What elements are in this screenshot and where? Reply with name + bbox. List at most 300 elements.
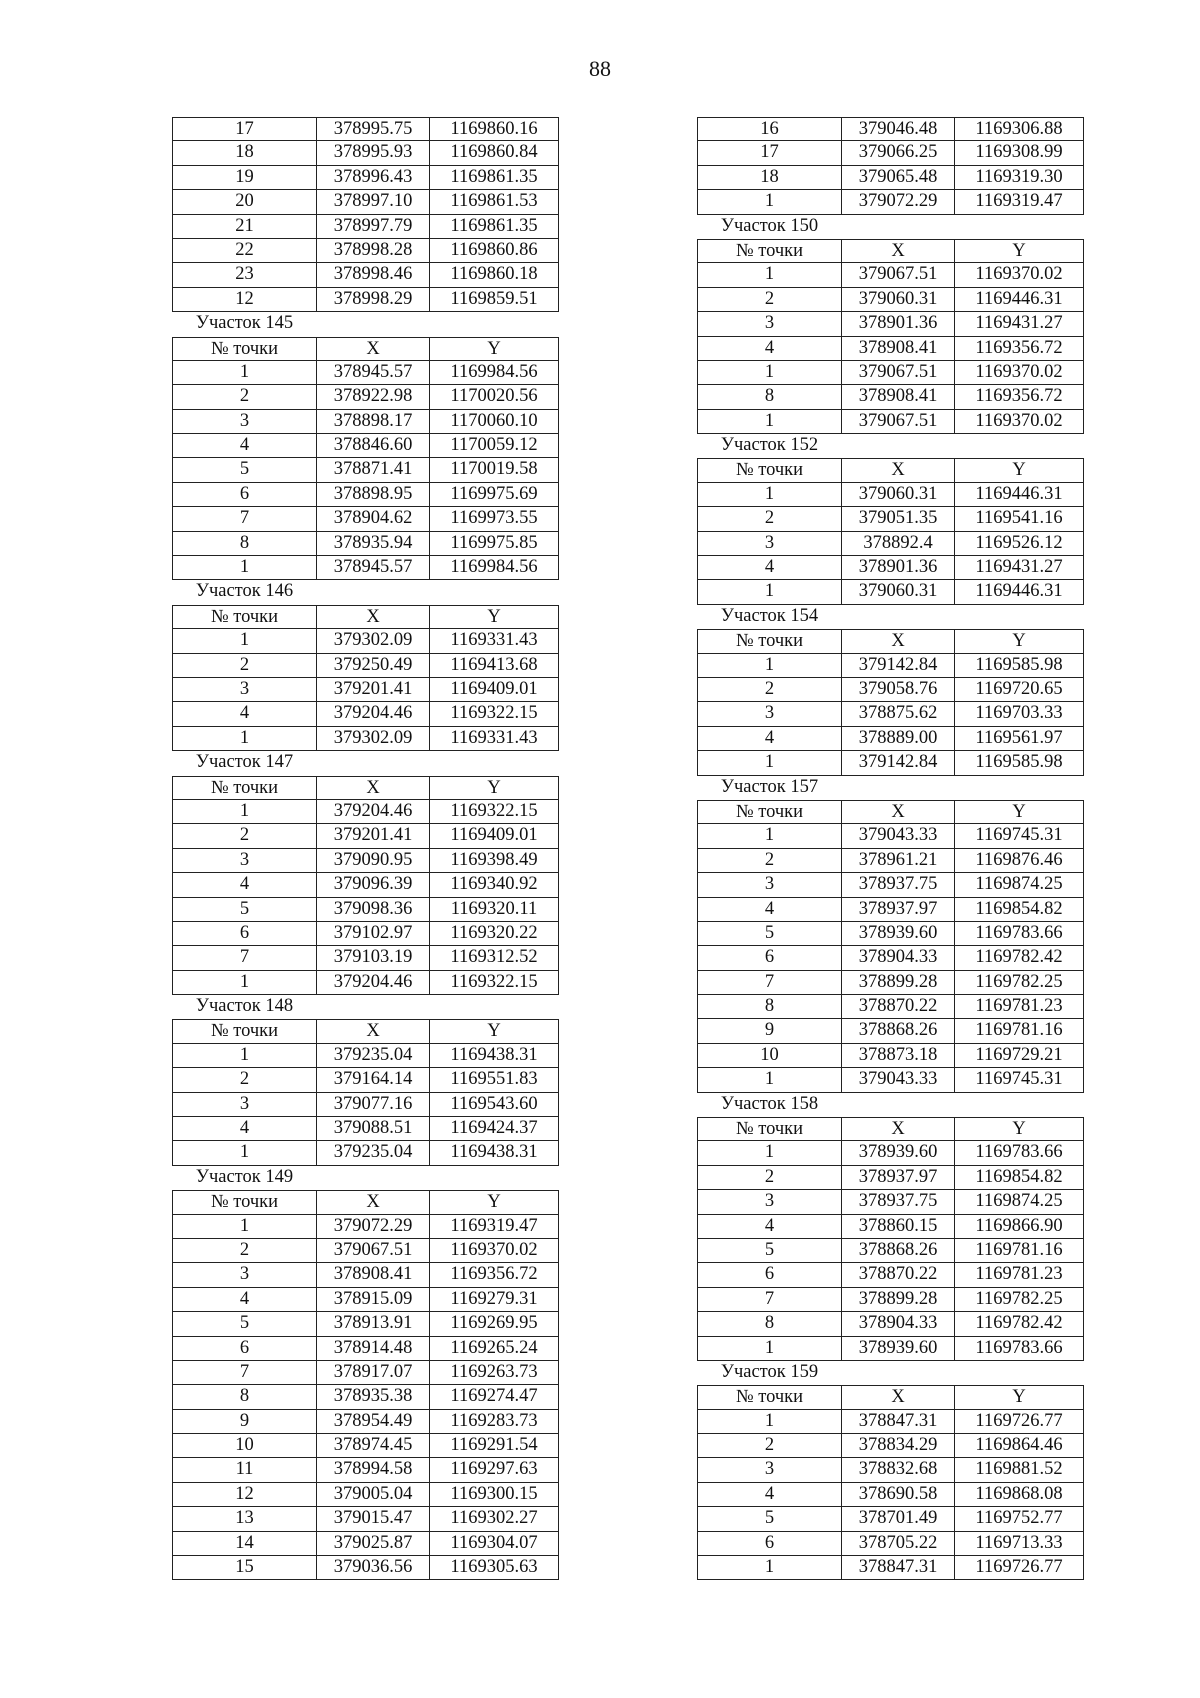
x-coordinate-cell: 379142.84	[842, 751, 955, 775]
table-row	[172, 410, 559, 434]
column-header-point: № точки	[697, 800, 842, 824]
x-coordinate-cell: 378995.93	[317, 141, 430, 165]
y-coordinate-cell: 1169783.66	[955, 1337, 1084, 1361]
x-coordinate-cell: 379204.46	[317, 702, 430, 726]
x-coordinate-cell: 378898.95	[317, 483, 430, 507]
y-coordinate-cell: 1169713.33	[955, 1532, 1084, 1556]
table-header-row	[172, 776, 559, 800]
point-number-cell: 5	[172, 898, 317, 922]
y-coordinate-cell: 1169864.46	[955, 1434, 1084, 1458]
x-coordinate-cell: 379102.97	[317, 922, 430, 946]
table-row	[697, 1410, 1084, 1434]
point-number-cell: 20	[172, 190, 317, 214]
point-number-cell: 10	[697, 1044, 842, 1068]
table-row	[697, 1166, 1084, 1190]
table-row	[697, 1263, 1084, 1287]
section-title: Участок 158	[720, 1093, 819, 1114]
section-title-row	[697, 215, 1084, 239]
point-number-cell: 2	[697, 678, 842, 702]
y-coordinate-cell: 1169782.42	[955, 1312, 1084, 1336]
table-row	[697, 507, 1084, 531]
table-row	[697, 117, 1084, 141]
y-coordinate-cell: 1169703.33	[955, 702, 1084, 726]
table-row	[172, 1093, 559, 1117]
x-coordinate-cell: 379250.49	[317, 654, 430, 678]
x-coordinate-cell: 379077.16	[317, 1093, 430, 1117]
section-title: Участок 148	[195, 996, 294, 1017]
x-coordinate-cell: 378904.33	[842, 946, 955, 970]
point-number-cell: 4	[172, 702, 317, 726]
y-coordinate-cell: 1169300.15	[430, 1483, 559, 1507]
table-row	[697, 1483, 1084, 1507]
point-number-cell: 1	[697, 1410, 842, 1434]
point-number-cell: 4	[172, 873, 317, 897]
y-coordinate-cell: 1169585.98	[955, 654, 1084, 678]
table-row	[697, 727, 1084, 751]
table-row	[172, 727, 559, 751]
point-number-cell: 9	[697, 1019, 842, 1043]
point-number-cell: 2	[697, 288, 842, 312]
point-number-cell: 2	[172, 654, 317, 678]
x-coordinate-cell: 379103.19	[317, 946, 430, 970]
table-row	[172, 1312, 559, 1336]
point-number-cell: 7	[172, 946, 317, 970]
point-number-cell: 4	[697, 1483, 842, 1507]
y-coordinate-cell: 1169446.31	[955, 288, 1084, 312]
x-coordinate-cell: 378913.91	[317, 1312, 430, 1336]
point-number-cell: 1	[697, 263, 842, 287]
point-number-cell: 1	[697, 580, 842, 604]
x-coordinate-cell: 378995.75	[317, 117, 430, 141]
table-row	[697, 580, 1084, 604]
table-row	[172, 1483, 559, 1507]
y-coordinate-cell: 1169729.21	[955, 1044, 1084, 1068]
table-row	[172, 629, 559, 653]
x-coordinate-cell: 379005.04	[317, 1483, 430, 1507]
y-coordinate-cell: 1170059.12	[430, 434, 559, 458]
x-coordinate-cell: 379067.51	[842, 263, 955, 287]
point-number-cell: 6	[172, 922, 317, 946]
point-number-cell: 7	[697, 971, 842, 995]
y-coordinate-cell: 1169319.47	[955, 190, 1084, 214]
point-number-cell: 3	[697, 532, 842, 556]
y-coordinate-cell: 1169860.86	[430, 239, 559, 263]
x-coordinate-cell: 379043.33	[842, 824, 955, 848]
point-number-cell: 4	[697, 898, 842, 922]
x-coordinate-cell: 378860.15	[842, 1215, 955, 1239]
y-coordinate-cell: 1169973.55	[430, 507, 559, 531]
x-coordinate-cell: 378961.21	[842, 849, 955, 873]
x-coordinate-cell: 379046.48	[842, 117, 955, 141]
y-coordinate-cell: 1169874.25	[955, 873, 1084, 897]
y-coordinate-cell: 1169356.72	[955, 385, 1084, 409]
x-coordinate-cell: 379025.87	[317, 1532, 430, 1556]
table-row	[172, 483, 559, 507]
x-coordinate-cell: 379098.36	[317, 898, 430, 922]
table-header-row	[697, 1385, 1084, 1409]
y-coordinate-cell: 1169322.15	[430, 800, 559, 824]
column-header-x: X	[842, 629, 955, 653]
x-coordinate-cell: 378870.22	[842, 1263, 955, 1287]
table-row	[697, 1312, 1084, 1336]
column-header-y: Y	[430, 605, 559, 629]
table-header-row	[172, 337, 559, 361]
x-coordinate-cell: 379067.51	[842, 410, 955, 434]
point-number-cell: 15	[172, 1556, 317, 1580]
x-coordinate-cell: 379204.46	[317, 971, 430, 995]
table-row	[697, 898, 1084, 922]
y-coordinate-cell: 1169859.51	[430, 288, 559, 312]
y-coordinate-cell: 1169283.73	[430, 1410, 559, 1434]
point-number-cell: 3	[697, 702, 842, 726]
column-header-x: X	[842, 800, 955, 824]
column-header-x: X	[317, 1019, 430, 1043]
point-number-cell: 1	[172, 1044, 317, 1068]
y-coordinate-cell: 1169438.31	[430, 1044, 559, 1068]
table-row	[172, 239, 559, 263]
section-title-row	[172, 580, 559, 604]
point-number-cell: 1	[697, 1141, 842, 1165]
x-coordinate-cell: 379088.51	[317, 1117, 430, 1141]
x-coordinate-cell: 378690.58	[842, 1483, 955, 1507]
column-header-x: X	[317, 776, 430, 800]
section-title: Участок 150	[720, 215, 819, 236]
point-number-cell: 3	[172, 1263, 317, 1287]
y-coordinate-cell: 1169340.92	[430, 873, 559, 897]
table-row	[697, 556, 1084, 580]
page-number: 88	[589, 56, 611, 81]
y-coordinate-cell: 1169868.08	[955, 1483, 1084, 1507]
x-coordinate-cell: 378937.75	[842, 873, 955, 897]
x-coordinate-cell: 378701.49	[842, 1507, 955, 1531]
y-coordinate-cell: 1169409.01	[430, 824, 559, 848]
column-header-point: № точки	[697, 458, 842, 482]
section-title: Участок 145	[195, 313, 294, 334]
point-number-cell: 1	[172, 727, 317, 751]
x-coordinate-cell: 378945.57	[317, 361, 430, 385]
x-coordinate-cell: 379090.95	[317, 849, 430, 873]
table-row	[172, 1337, 559, 1361]
table-row	[172, 434, 559, 458]
y-coordinate-cell: 1169745.31	[955, 1068, 1084, 1092]
y-coordinate-cell: 1169854.82	[955, 898, 1084, 922]
point-number-cell: 13	[172, 1507, 317, 1531]
table-row	[697, 1141, 1084, 1165]
y-coordinate-cell: 1169854.82	[955, 1166, 1084, 1190]
table-header-row	[172, 1019, 559, 1043]
section-title: Участок 154	[720, 605, 819, 626]
table-row	[697, 1532, 1084, 1556]
section-title-row	[172, 995, 559, 1019]
x-coordinate-cell: 378937.75	[842, 1190, 955, 1214]
x-coordinate-cell: 378889.00	[842, 727, 955, 751]
point-number-cell: 9	[172, 1410, 317, 1434]
column-header-y: Y	[430, 337, 559, 361]
y-coordinate-cell: 1169413.68	[430, 654, 559, 678]
y-coordinate-cell: 1169320.11	[430, 898, 559, 922]
table-row	[697, 922, 1084, 946]
point-number-cell: 5	[697, 1507, 842, 1531]
table-row	[172, 1532, 559, 1556]
column-header-y: Y	[955, 1385, 1084, 1409]
table-row	[172, 678, 559, 702]
column-header-x: X	[842, 1385, 955, 1409]
x-coordinate-cell: 378994.58	[317, 1458, 430, 1482]
table-row	[697, 1044, 1084, 1068]
x-coordinate-cell: 378901.36	[842, 556, 955, 580]
point-number-cell: 17	[172, 117, 317, 141]
table-row	[697, 1288, 1084, 1312]
table-row	[172, 166, 559, 190]
column-header-point: № точки	[172, 1190, 317, 1214]
column-header-y: Y	[955, 239, 1084, 263]
y-coordinate-cell: 1169876.46	[955, 849, 1084, 873]
column-header-x: X	[317, 1190, 430, 1214]
y-coordinate-cell: 1169302.27	[430, 1507, 559, 1531]
table-row	[697, 312, 1084, 336]
y-coordinate-cell: 1169370.02	[430, 1239, 559, 1263]
table-row	[172, 117, 559, 141]
x-coordinate-cell: 378847.31	[842, 1410, 955, 1434]
column-header-x: X	[842, 1117, 955, 1141]
table-row	[172, 1556, 559, 1580]
y-coordinate-cell: 1169726.77	[955, 1556, 1084, 1580]
point-number-cell: 1	[172, 800, 317, 824]
section-title-row	[172, 1166, 559, 1190]
point-number-cell: 7	[172, 507, 317, 531]
column-header-point: № точки	[172, 605, 317, 629]
section-title: Участок 159	[720, 1361, 819, 1382]
table-row	[172, 946, 559, 970]
x-coordinate-cell: 378998.46	[317, 263, 430, 287]
y-coordinate-cell: 1170060.10	[430, 410, 559, 434]
point-number-cell: 16	[697, 117, 842, 141]
table-row	[172, 849, 559, 873]
point-number-cell: 2	[172, 385, 317, 409]
point-number-cell: 6	[172, 1337, 317, 1361]
point-number-cell: 4	[697, 727, 842, 751]
y-coordinate-cell: 1169446.31	[955, 580, 1084, 604]
table-row	[172, 532, 559, 556]
section-title-row	[697, 1361, 1084, 1385]
table-row	[697, 873, 1084, 897]
point-number-cell: 1	[697, 1556, 842, 1580]
y-coordinate-cell: 1169424.37	[430, 1117, 559, 1141]
table-row	[172, 654, 559, 678]
point-number-cell: 1	[697, 410, 842, 434]
point-number-cell: 8	[172, 532, 317, 556]
table-row	[697, 849, 1084, 873]
x-coordinate-cell: 378998.29	[317, 288, 430, 312]
table-row	[172, 385, 559, 409]
table-row	[172, 1410, 559, 1434]
point-number-cell: 3	[172, 849, 317, 873]
table-row	[172, 1141, 559, 1165]
x-coordinate-cell: 379204.46	[317, 800, 430, 824]
y-coordinate-cell: 1169861.53	[430, 190, 559, 214]
point-number-cell: 14	[172, 1532, 317, 1556]
x-coordinate-cell: 379302.09	[317, 629, 430, 653]
y-coordinate-cell: 1169543.60	[430, 1093, 559, 1117]
point-number-cell: 4	[697, 1215, 842, 1239]
x-coordinate-cell: 379072.29	[317, 1215, 430, 1239]
x-coordinate-cell: 378868.26	[842, 1019, 955, 1043]
point-number-cell: 2	[172, 1068, 317, 1092]
point-number-cell: 1	[172, 361, 317, 385]
x-coordinate-cell: 379201.41	[317, 824, 430, 848]
x-coordinate-cell: 378935.94	[317, 532, 430, 556]
x-coordinate-cell: 378873.18	[842, 1044, 955, 1068]
x-coordinate-cell: 378904.33	[842, 1312, 955, 1336]
y-coordinate-cell: 1169370.02	[955, 263, 1084, 287]
x-coordinate-cell: 378974.45	[317, 1434, 430, 1458]
x-coordinate-cell: 378998.28	[317, 239, 430, 263]
section-title: Участок 149	[195, 1166, 294, 1187]
x-coordinate-cell: 378945.57	[317, 556, 430, 580]
y-coordinate-cell: 1169398.49	[430, 849, 559, 873]
y-coordinate-cell: 1169783.66	[955, 922, 1084, 946]
y-coordinate-cell: 1169585.98	[955, 751, 1084, 775]
point-number-cell: 4	[172, 1117, 317, 1141]
x-coordinate-cell: 378908.41	[842, 337, 955, 361]
x-coordinate-cell: 378904.62	[317, 507, 430, 531]
table-row	[697, 141, 1084, 165]
point-number-cell: 18	[697, 166, 842, 190]
table-row	[172, 1044, 559, 1068]
y-coordinate-cell: 1169984.56	[430, 361, 559, 385]
x-coordinate-cell: 378871.41	[317, 458, 430, 482]
table-row	[697, 410, 1084, 434]
y-coordinate-cell: 1169975.85	[430, 532, 559, 556]
x-coordinate-cell: 378996.43	[317, 166, 430, 190]
table-row	[697, 532, 1084, 556]
y-coordinate-cell: 1169320.22	[430, 922, 559, 946]
y-coordinate-cell: 1169265.24	[430, 1337, 559, 1361]
y-coordinate-cell: 1170020.56	[430, 385, 559, 409]
y-coordinate-cell: 1169431.27	[955, 312, 1084, 336]
y-coordinate-cell: 1169370.02	[955, 361, 1084, 385]
y-coordinate-cell: 1169356.72	[955, 337, 1084, 361]
section-title: Участок 157	[720, 776, 819, 797]
table-row	[697, 263, 1084, 287]
column-header-y: Y	[430, 1019, 559, 1043]
y-coordinate-cell: 1169881.52	[955, 1458, 1084, 1482]
y-coordinate-cell: 1169319.30	[955, 166, 1084, 190]
table-row	[172, 288, 559, 312]
table-header-row	[172, 605, 559, 629]
y-coordinate-cell: 1169782.25	[955, 971, 1084, 995]
column-header-y: Y	[955, 1117, 1084, 1141]
point-number-cell: 2	[172, 824, 317, 848]
x-coordinate-cell: 378939.60	[842, 1141, 955, 1165]
table-row	[172, 922, 559, 946]
point-number-cell: 1	[172, 556, 317, 580]
point-number-cell: 10	[172, 1434, 317, 1458]
point-number-cell: 1	[697, 1337, 842, 1361]
y-coordinate-cell: 1169291.54	[430, 1434, 559, 1458]
point-number-cell: 5	[697, 1239, 842, 1263]
section-title: Участок 147	[195, 752, 294, 773]
table-row	[697, 1556, 1084, 1580]
x-coordinate-cell: 379015.47	[317, 1507, 430, 1531]
point-number-cell: 4	[172, 434, 317, 458]
point-number-cell: 3	[697, 1190, 842, 1214]
y-coordinate-cell: 1169319.47	[430, 1215, 559, 1239]
table-row	[172, 702, 559, 726]
y-coordinate-cell: 1169782.25	[955, 1288, 1084, 1312]
point-number-cell: 2	[697, 1166, 842, 1190]
point-number-cell: 1	[172, 971, 317, 995]
column-header-point: № точки	[697, 1117, 842, 1141]
x-coordinate-cell: 378922.98	[317, 385, 430, 409]
x-coordinate-cell: 379066.25	[842, 141, 955, 165]
y-coordinate-cell: 1169305.63	[430, 1556, 559, 1580]
point-number-cell: 3	[697, 1458, 842, 1482]
table-row	[172, 1215, 559, 1239]
table-row	[172, 800, 559, 824]
column-header-x: X	[842, 239, 955, 263]
x-coordinate-cell: 378705.22	[842, 1532, 955, 1556]
point-number-cell: 11	[172, 1458, 317, 1482]
y-coordinate-cell: 1169431.27	[955, 556, 1084, 580]
x-coordinate-cell: 378939.60	[842, 922, 955, 946]
y-coordinate-cell: 1169781.23	[955, 1263, 1084, 1287]
table-row	[697, 337, 1084, 361]
y-coordinate-cell: 1169781.16	[955, 1019, 1084, 1043]
x-coordinate-cell: 379067.51	[317, 1239, 430, 1263]
table-row	[172, 824, 559, 848]
y-coordinate-cell: 1169874.25	[955, 1190, 1084, 1214]
point-number-cell: 1	[697, 1068, 842, 1092]
y-coordinate-cell: 1169274.47	[430, 1385, 559, 1409]
point-number-cell: 3	[172, 678, 317, 702]
y-coordinate-cell: 1169304.07	[430, 1532, 559, 1556]
y-coordinate-cell: 1169269.95	[430, 1312, 559, 1336]
y-coordinate-cell: 1169446.31	[955, 483, 1084, 507]
x-coordinate-cell: 379067.51	[842, 361, 955, 385]
table-row	[697, 751, 1084, 775]
table-header-row	[697, 1117, 1084, 1141]
point-number-cell: 17	[697, 141, 842, 165]
y-coordinate-cell: 1169409.01	[430, 678, 559, 702]
point-number-cell: 1	[172, 1141, 317, 1165]
table-row	[172, 1068, 559, 1092]
x-coordinate-cell: 378868.26	[842, 1239, 955, 1263]
y-coordinate-cell: 1169984.56	[430, 556, 559, 580]
point-number-cell: 8	[697, 385, 842, 409]
point-number-cell: 6	[697, 1532, 842, 1556]
y-coordinate-cell: 1169370.02	[955, 410, 1084, 434]
table-row	[172, 556, 559, 580]
x-coordinate-cell: 379201.41	[317, 678, 430, 702]
point-number-cell: 5	[172, 1312, 317, 1336]
y-coordinate-cell: 1169782.42	[955, 946, 1084, 970]
table-row	[172, 190, 559, 214]
y-coordinate-cell: 1169726.77	[955, 1410, 1084, 1434]
point-number-cell: 1	[172, 629, 317, 653]
y-coordinate-cell: 1169322.15	[430, 971, 559, 995]
table-row	[172, 1117, 559, 1141]
point-number-cell: 21	[172, 215, 317, 239]
table-row	[697, 1507, 1084, 1531]
x-coordinate-cell: 378997.10	[317, 190, 430, 214]
table-row	[697, 678, 1084, 702]
point-number-cell: 6	[697, 1263, 842, 1287]
table-row	[172, 1434, 559, 1458]
x-coordinate-cell: 378892.4	[842, 532, 955, 556]
table-row	[697, 1019, 1084, 1043]
section-title: Участок 146	[195, 581, 294, 602]
